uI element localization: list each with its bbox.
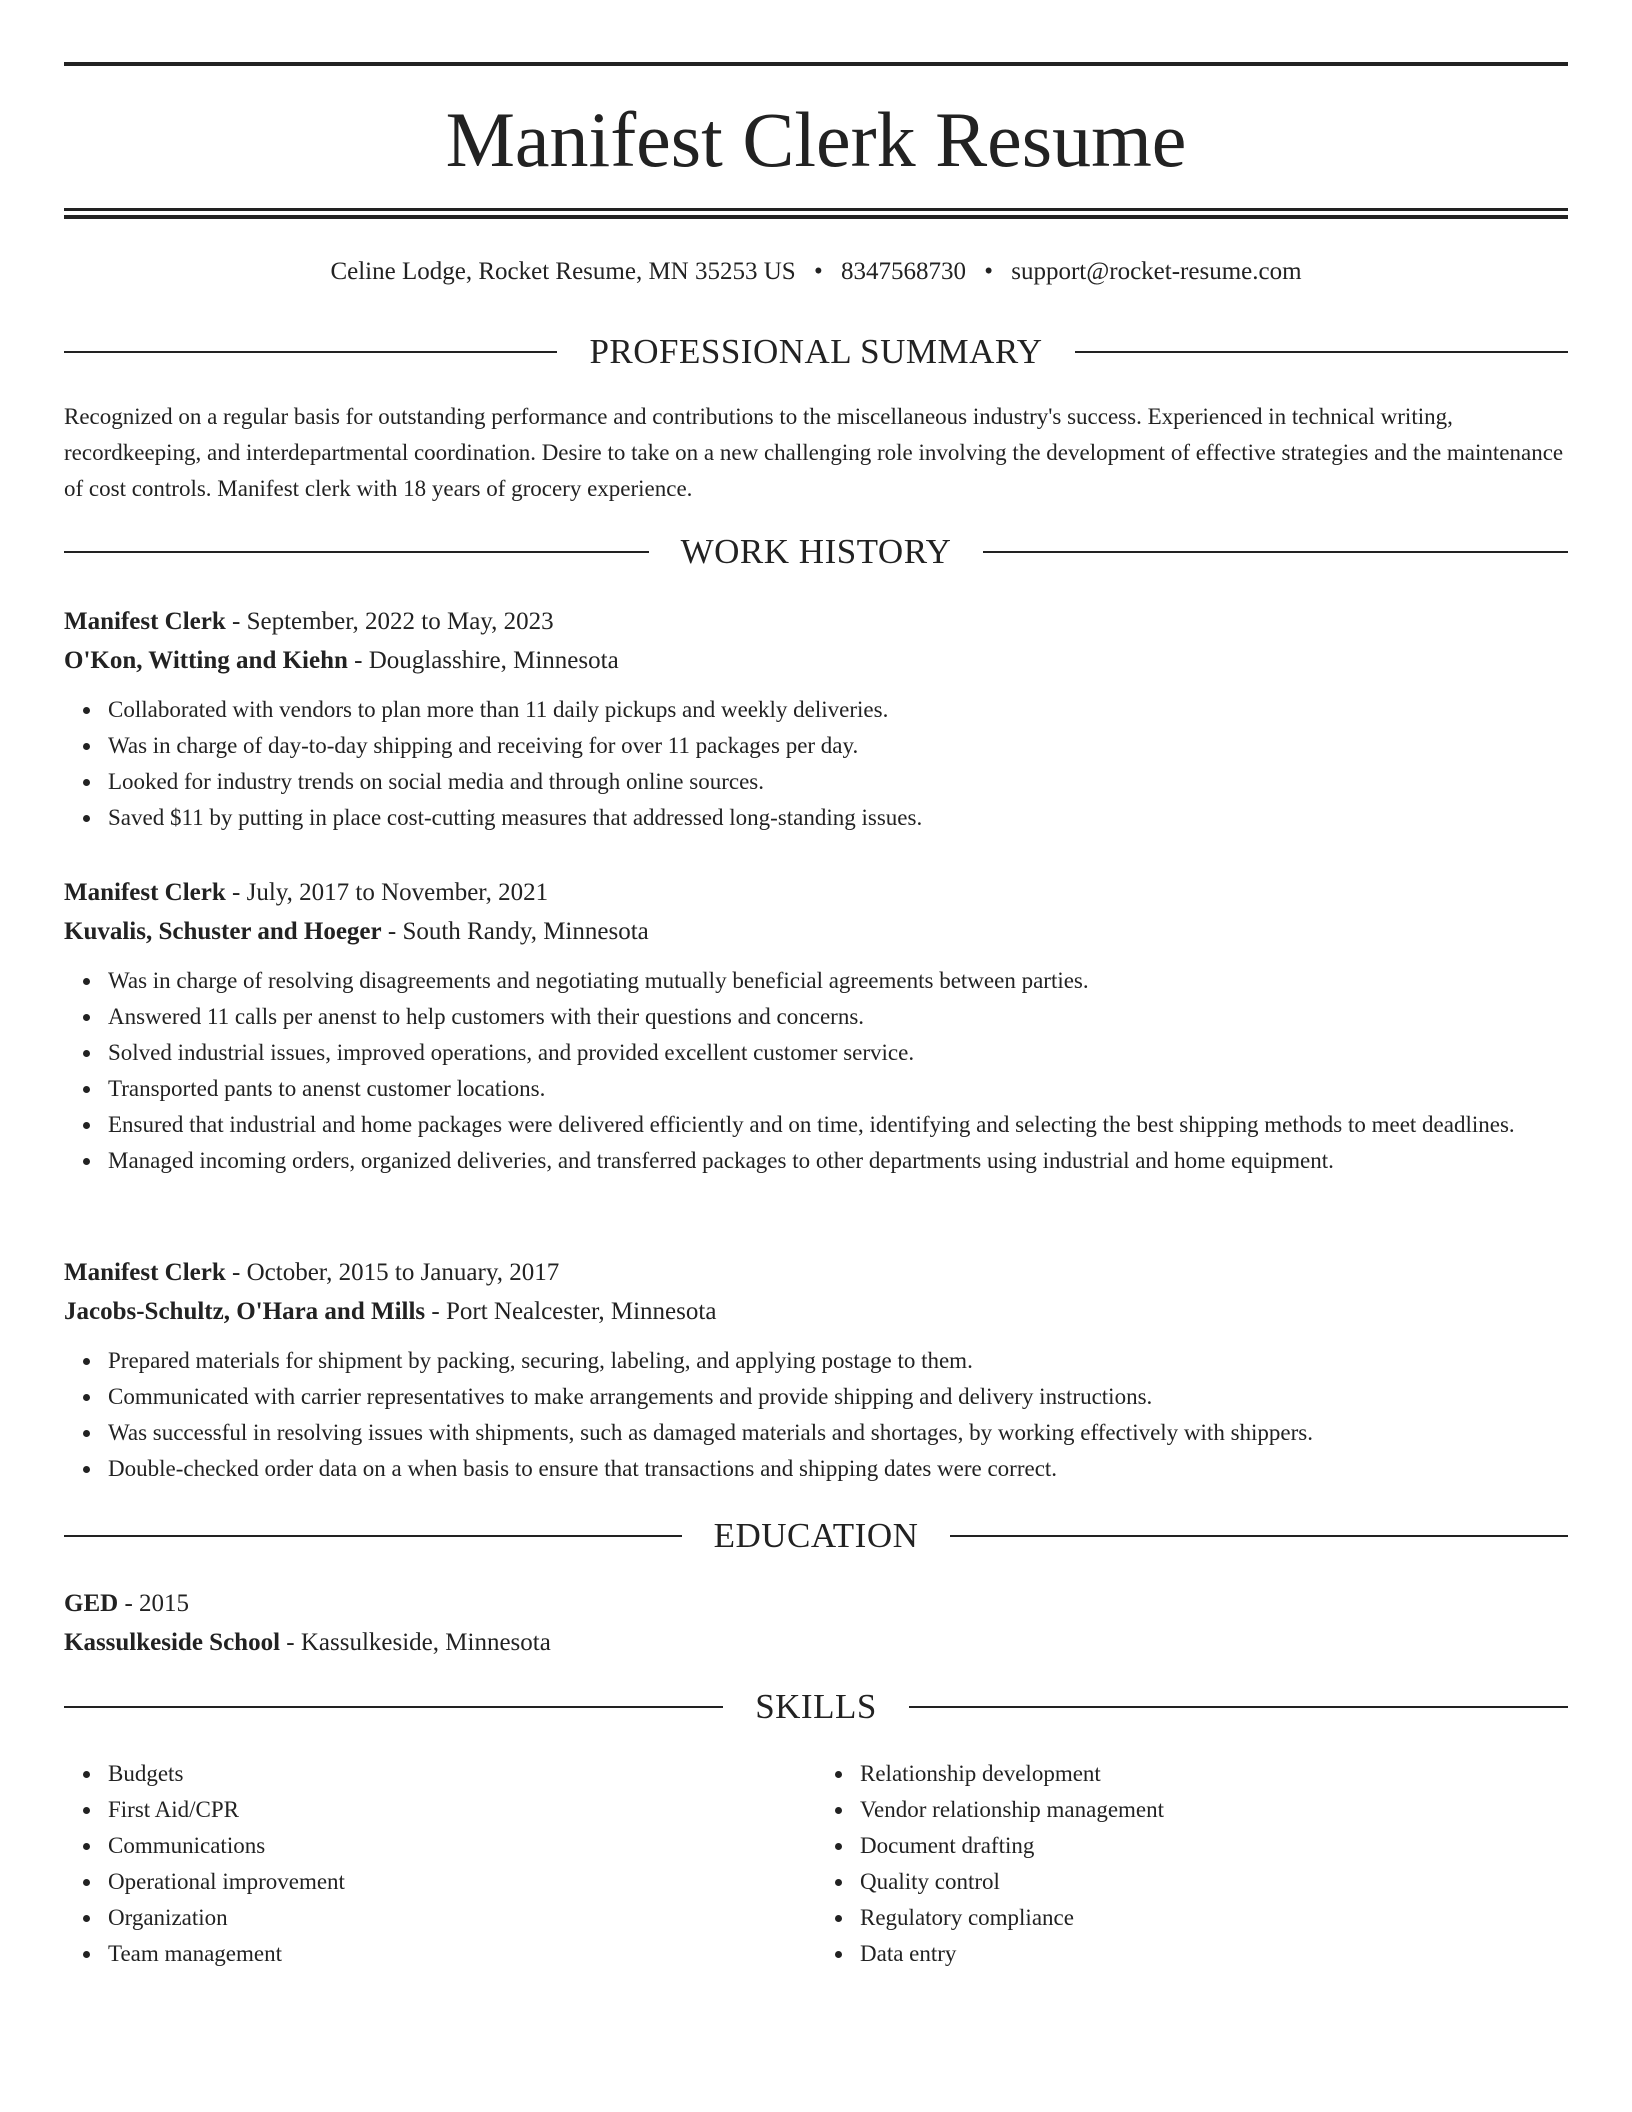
education-school-line [64, 1623, 1568, 1662]
section-header-summary [64, 330, 1568, 374]
skill-item: Data entry [860, 1936, 1568, 1972]
list-item: Transported pants to anenst customer locations. [108, 1071, 1568, 1107]
list-item: Looked for industry trends on social media and through online sources. [108, 764, 1568, 800]
job-location: - Port Nealcester, Minnesota [425, 1298, 717, 1325]
skill-item: Vendor relationship management [860, 1792, 1568, 1828]
skill-item: First Aid/CPR [108, 1792, 816, 1828]
job-entry [64, 1253, 1568, 1487]
skill-item: Operational improvement [108, 1864, 816, 1900]
job-title: Manifest Clerk [64, 1259, 226, 1286]
section-rule [909, 1706, 1568, 1708]
skill-item: Regulatory compliance [860, 1900, 1568, 1936]
section-rule [1075, 351, 1568, 353]
contact-info [64, 252, 1568, 292]
section-rule [64, 1706, 723, 1708]
job-dates: - July, 2017 to November, 2021 [225, 879, 549, 906]
section-title: EDUCATION [713, 1516, 919, 1555]
contact-separator: • [984, 258, 993, 285]
list-item: Collaborated with vendors to plan more than 11 daily pickups and weekly deliveries. [108, 692, 1568, 728]
section-title: SKILLS [755, 1687, 877, 1726]
job-bullets [64, 692, 1568, 836]
contact-phone: 8347568730 [840, 258, 966, 285]
skill-item: Document drafting [860, 1828, 1568, 1864]
title-rule-lower [64, 215, 1568, 219]
job-title: Manifest Clerk [64, 608, 226, 635]
list-item: Prepared materials for shipment by packing, securing, labeling, and applying postage to them. [108, 1343, 1568, 1379]
skills-list-right [816, 1756, 1568, 1972]
job-title-line [64, 873, 1568, 912]
skills-columns [64, 1756, 1568, 1972]
list-item: Solved industrial issues, improved operations, and provided excellent customer service. [108, 1035, 1568, 1071]
skill-item: Communications [108, 1828, 816, 1864]
summary-text: Recognized on a regular basis for outstanding performance and contributions to the miscellaneous industry's success. Experienced in technical writing, recordkeeping, and interdepartmental coordination. Desire to take on a new challenging role involving the development of effective strategies and the maintenance of cost controls. Manifest clerk with 18 years of grocery experience. [64, 404, 1564, 501]
skill-item: Quality control [860, 1864, 1568, 1900]
section-title: WORK HISTORY [680, 532, 952, 571]
section-rule [983, 551, 1568, 553]
list-item: Managed incoming orders, organized deliveries, and transferred packages to other departments using industrial and home equipment. [108, 1143, 1568, 1179]
job-location: - Douglasshire, Minnesota [347, 647, 619, 674]
top-rule [64, 62, 1568, 66]
list-item: Double-checked order data on a when basis to ensure that transactions and shipping dates were correct. [108, 1451, 1568, 1487]
job-title-line [64, 1253, 1568, 1292]
skill-item: Organization [108, 1900, 816, 1936]
job-dates: - October, 2015 to January, 2017 [225, 1259, 560, 1286]
section-rule [64, 551, 649, 553]
job-company-line [64, 641, 1568, 680]
skill-item: Relationship development [860, 1756, 1568, 1792]
section-rule [64, 1535, 682, 1537]
job-bullets [64, 963, 1568, 1179]
skill-item: Budgets [108, 1756, 816, 1792]
section-header-work [64, 530, 1568, 574]
skills-list-left [64, 1756, 816, 1972]
page-title: Manifest Clerk Resume [445, 96, 1187, 183]
job-company-line [64, 912, 1568, 951]
job-company: Jacobs-Schultz, O'Hara and Mills [64, 1298, 426, 1325]
contact-separator: • [813, 258, 823, 285]
job-company: O'Kon, Witting and Kiehn [64, 647, 348, 674]
job-dates: - September, 2022 to May, 2023 [225, 608, 554, 635]
job-entry [64, 873, 1568, 1179]
list-item: Answered 11 calls per anenst to help customers with their questions and concerns. [108, 999, 1568, 1035]
section-rule [950, 1535, 1568, 1537]
job-bullets [64, 1343, 1568, 1487]
skill-item: Team management [108, 1936, 816, 1972]
list-item: Was successful in resolving issues with shipments, such as damaged materials and shortages, by working effectively with shippers. [108, 1415, 1568, 1451]
job-title-line [64, 602, 1568, 641]
education-entry [64, 1584, 1568, 1662]
section-header-skills [64, 1685, 1568, 1729]
job-company-line [64, 1292, 1568, 1331]
section-rule [64, 351, 557, 353]
section-title: PROFESSIONAL SUMMARY [589, 332, 1043, 371]
job-entry [64, 602, 1568, 836]
education-location: - Kassulkeside, Minnesota [280, 1629, 551, 1656]
list-item: Saved $11 by putting in place cost-cutting measures that addressed long-standing issues. [108, 800, 1568, 836]
title-rule-upper [64, 208, 1568, 211]
list-item: Ensured that industrial and home packages were delivered efficiently and on time, identifying and selecting the best shipping methods to meet deadlines. [108, 1107, 1568, 1143]
education-degree-line [64, 1584, 1568, 1623]
job-location: - South Randy, Minnesota [381, 918, 649, 945]
education-year: - 2015 [118, 1590, 190, 1617]
job-company: Kuvalis, Schuster and Hoeger [64, 918, 382, 945]
list-item: Communicated with carrier representatives to make arrangements and provide shipping and delivery instructions. [108, 1379, 1568, 1415]
list-item: Was in charge of resolving disagreements and negotiating mutually beneficial agreements between parties. [108, 963, 1568, 999]
section-header-education [64, 1514, 1568, 1558]
education-degree: GED [64, 1590, 119, 1617]
contact-address: Celine Lodge, Rocket Resume, MN 35253 US [330, 258, 796, 285]
job-title: Manifest Clerk [64, 879, 226, 906]
contact-email: support@rocket-resume.com [1011, 258, 1302, 285]
list-item: Was in charge of day-to-day shipping and receiving for over 11 packages per day. [108, 728, 1568, 764]
education-school: Kassulkeside School [64, 1629, 281, 1656]
